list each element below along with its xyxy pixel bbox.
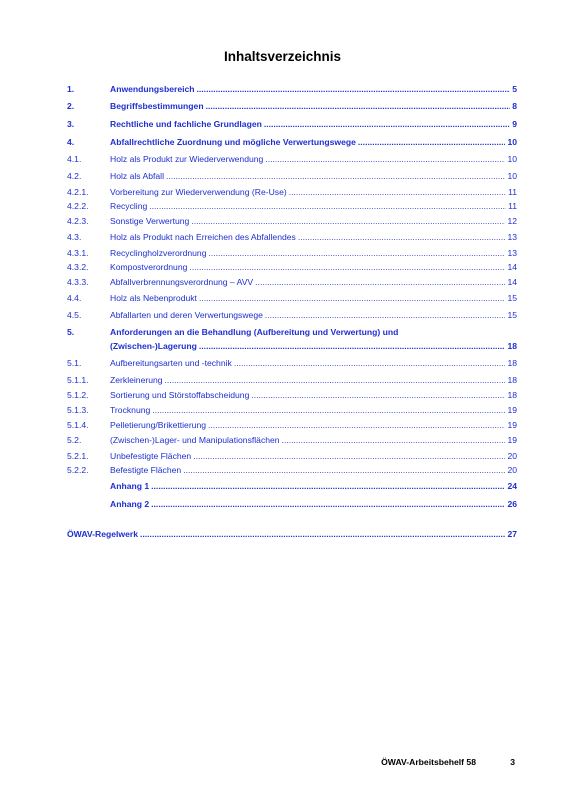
toc-page: 20 bbox=[507, 465, 517, 475]
toc-number: 5.2.2. bbox=[67, 465, 89, 475]
dot-leader bbox=[265, 153, 505, 166]
toc-title: Sonstige Verwertung bbox=[110, 216, 190, 226]
toc-title: Anwendungsbereich bbox=[110, 84, 195, 94]
dot-leader bbox=[151, 498, 505, 511]
toc-entry-5-1-4[interactable] bbox=[67, 419, 517, 432]
dot-leader bbox=[206, 100, 511, 113]
toc-title: Unbefestigte Flächen bbox=[110, 451, 192, 461]
toc-title: Rechtliche und fachliche Grundlagen bbox=[110, 119, 262, 129]
toc-title: Anhang 1 bbox=[110, 481, 150, 491]
toc-entry-5-2[interactable] bbox=[67, 434, 517, 447]
toc-title: Abfallverbrennungsverordnung – AVV bbox=[110, 277, 254, 287]
toc-number: 4.2. bbox=[67, 171, 82, 181]
toc-title: Holz als Nebenprodukt bbox=[110, 293, 197, 303]
toc-title: Pelletierung/Brikettierung bbox=[110, 420, 207, 430]
toc-page: 20 bbox=[507, 451, 517, 461]
toc-page: 14 bbox=[507, 262, 517, 272]
toc-entry-5-1-3[interactable] bbox=[67, 404, 517, 417]
toc-number: 5.1.1. bbox=[67, 375, 89, 385]
toc-number: 4.1. bbox=[67, 154, 82, 164]
toc-title: Holz als Produkt nach Erreichen des Abfallendes bbox=[110, 232, 296, 242]
toc-number: 4.3.2. bbox=[67, 262, 89, 272]
toc-title: Recycling bbox=[110, 201, 148, 211]
toc-number: 4.3.1. bbox=[67, 248, 89, 258]
toc-entry-5-line1[interactable] bbox=[67, 326, 517, 339]
toc-entry-4-2-1[interactable] bbox=[67, 186, 517, 199]
toc-entry-4-3-3[interactable] bbox=[67, 276, 517, 289]
toc-page: 11 bbox=[508, 201, 517, 211]
toc-title: Anhang 2 bbox=[110, 499, 150, 509]
toc-page: 8 bbox=[512, 101, 517, 111]
toc-title: Abfallrechtliche Zuordnung und mögliche Verwertungswege bbox=[110, 137, 356, 147]
dot-leader bbox=[152, 404, 505, 417]
toc-entry-4-2-2[interactable] bbox=[67, 200, 517, 213]
toc-title: Vorbereitung zur Wiederverwendung (Re-Use) bbox=[110, 187, 287, 197]
dot-leader bbox=[298, 231, 506, 244]
dot-leader bbox=[149, 200, 506, 213]
toc-entry-5-2-2[interactable] bbox=[67, 464, 517, 477]
toc-number: 5.1.4. bbox=[67, 420, 89, 430]
toc-entry-4-3-1[interactable] bbox=[67, 247, 517, 260]
dot-leader bbox=[265, 309, 506, 322]
toc-entry-5-1-1[interactable] bbox=[67, 374, 517, 387]
toc-number: 1. bbox=[67, 84, 75, 94]
dot-leader bbox=[140, 528, 505, 541]
toc-number: 4.3. bbox=[67, 232, 82, 242]
toc-number: 4.2.3. bbox=[67, 216, 89, 226]
toc-title: Sortierung und Störstoffabscheidung bbox=[110, 390, 250, 400]
toc-title: Holz als Produkt zur Wiederverwendung bbox=[110, 154, 264, 164]
dot-leader bbox=[183, 464, 505, 477]
toc-entry-4-2[interactable] bbox=[67, 170, 517, 183]
toc-entry-4-2-3[interactable] bbox=[67, 215, 517, 228]
series-title: ÖWAV-Arbeitsbehelf 58 bbox=[381, 757, 476, 767]
toc-page: 10 bbox=[507, 171, 517, 181]
toc-title: Holz als Abfall bbox=[110, 171, 164, 181]
toc-page: 10 bbox=[507, 137, 517, 147]
toc-entry-4-5[interactable] bbox=[67, 309, 517, 322]
toc-number: 5.1.3. bbox=[67, 405, 89, 415]
dot-leader bbox=[199, 292, 505, 305]
toc-page: 19 bbox=[507, 420, 517, 430]
dot-leader bbox=[199, 340, 506, 353]
toc-page: 18 bbox=[507, 375, 517, 385]
toc-number: 4.2.1. bbox=[67, 187, 89, 197]
dot-leader bbox=[191, 215, 505, 228]
dot-leader bbox=[166, 170, 505, 183]
toc-entry-4-4[interactable] bbox=[67, 292, 517, 305]
toc-entry-5[interactable] bbox=[67, 340, 517, 353]
dot-leader bbox=[282, 434, 506, 447]
page-number: 3 bbox=[510, 757, 515, 767]
toc-page: 12 bbox=[507, 216, 517, 226]
dot-leader bbox=[251, 389, 505, 402]
toc-page: 5 bbox=[512, 84, 517, 94]
toc-number: 3. bbox=[67, 119, 75, 129]
toc-number: 4.3.3. bbox=[67, 277, 89, 287]
toc-page: 18 bbox=[507, 358, 517, 368]
toc-title: (Zwischen-)Lagerung bbox=[110, 341, 197, 351]
toc-page: 18 bbox=[507, 390, 517, 400]
toc-title: Kompostverordnung bbox=[110, 262, 188, 272]
toc-title: (Zwischen-)Lager- und Manipulationsflächen bbox=[110, 435, 280, 445]
toc-entry-5-1[interactable] bbox=[67, 357, 517, 370]
toc-page: 26 bbox=[507, 499, 517, 509]
toc-number: 4.5. bbox=[67, 310, 82, 320]
toc-page: 15 bbox=[507, 293, 517, 303]
toc-entry-4-3-2[interactable] bbox=[67, 261, 517, 274]
toc-number: 5.1.2. bbox=[67, 390, 89, 400]
dot-leader bbox=[197, 83, 511, 96]
toc-number: 5.1. bbox=[67, 358, 82, 368]
toc-title: Begriffsbestimmungen bbox=[110, 101, 204, 111]
toc-entry-3[interactable] bbox=[67, 118, 517, 131]
dot-leader bbox=[289, 186, 506, 199]
toc-page: 27 bbox=[507, 529, 517, 539]
dot-leader bbox=[255, 276, 505, 289]
toc-number: 5. bbox=[67, 327, 75, 337]
toc-page: 13 bbox=[507, 248, 517, 258]
toc-entry-4[interactable] bbox=[67, 136, 517, 149]
dot-leader bbox=[151, 480, 505, 493]
dot-leader bbox=[209, 247, 506, 260]
toc-number: 5.2.1. bbox=[67, 451, 89, 461]
dot-leader bbox=[264, 118, 510, 131]
toc-page: 19 bbox=[507, 405, 517, 415]
toc-page: 18 bbox=[507, 341, 517, 351]
toc-entry-2[interactable] bbox=[67, 100, 517, 113]
toc-title: Recyclingholzverordnung bbox=[110, 248, 207, 258]
toc-entry-4-3[interactable] bbox=[67, 231, 517, 244]
dot-leader bbox=[165, 374, 506, 387]
toc-page: 9 bbox=[512, 119, 517, 129]
toc-title: Befestigte Flächen bbox=[110, 465, 182, 475]
dot-leader bbox=[234, 357, 506, 370]
toc-entry-5-2-1[interactable] bbox=[67, 450, 517, 463]
toc-entry-regelwerk[interactable] bbox=[67, 528, 517, 541]
toc-title: Abfallarten und deren Verwertungswege bbox=[110, 310, 263, 320]
toc-entry-4-1[interactable] bbox=[67, 153, 517, 166]
page-title: Inhaltsverzeichnis bbox=[223, 49, 342, 64]
dot-leader bbox=[358, 136, 506, 149]
toc-entry-5-1-2[interactable] bbox=[67, 389, 517, 402]
toc-number: 5.2. bbox=[67, 435, 82, 445]
toc-title: Trocknung bbox=[110, 405, 151, 415]
toc-page: 14 bbox=[507, 277, 517, 287]
toc-page: 13 bbox=[507, 232, 517, 242]
toc-number: 4.4. bbox=[67, 293, 82, 303]
toc-title: Zerkleinerung bbox=[110, 375, 163, 385]
dot-leader bbox=[208, 419, 505, 432]
dot-leader bbox=[193, 450, 505, 463]
toc-page: 11 bbox=[508, 187, 517, 197]
toc-title: Aufbereitungsarten und -technik bbox=[110, 358, 232, 368]
toc-title: Anforderungen an die Behandlung (Aufbereitung und Verwertung) und bbox=[110, 327, 399, 337]
toc-number: 2. bbox=[67, 101, 75, 111]
toc-title: ÖWAV-Regelwerk bbox=[67, 529, 138, 539]
toc-page: 10 bbox=[507, 154, 517, 164]
toc-page: 15 bbox=[507, 310, 517, 320]
toc-page: 19 bbox=[507, 435, 517, 445]
toc-page: 24 bbox=[507, 481, 517, 491]
toc-entry-anhang-2[interactable] bbox=[67, 498, 517, 511]
toc-number: 4. bbox=[67, 137, 75, 147]
toc-entry-1[interactable] bbox=[67, 83, 517, 96]
dot-leader bbox=[189, 261, 505, 274]
toc-number: 4.2.2. bbox=[67, 201, 89, 211]
toc-entry-anhang-1[interactable] bbox=[67, 480, 517, 493]
